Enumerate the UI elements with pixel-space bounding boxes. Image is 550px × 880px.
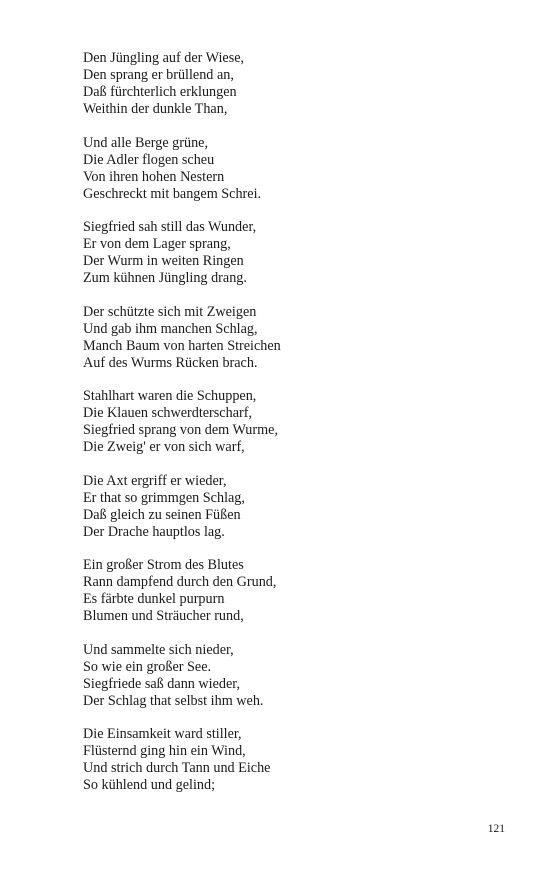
verse-line: Der Wurm in weiten Ringen xyxy=(83,253,244,269)
verse-line: Die Klauen schwerdterscharf, xyxy=(83,405,252,421)
verse-line: Siegfriede saß dann wieder, xyxy=(83,675,241,692)
verse-line: So wie ein großer See. xyxy=(83,658,212,675)
verse-line: Der Schlag that selbst ihm weh. xyxy=(83,692,264,709)
stanza-9 xyxy=(83,726,523,794)
stanza-4 xyxy=(83,304,523,372)
verse-line: Der Drache hauptlos lag. xyxy=(83,523,225,540)
stanza-1 xyxy=(83,50,523,118)
verse-line: Den Jüngling auf der Wiese, xyxy=(83,50,245,66)
verse-line: Und strich durch Tann und Eiche xyxy=(83,760,271,776)
poem-text xyxy=(83,50,523,811)
verse-line: Die Zweig' er von sich warf, xyxy=(83,439,245,455)
verse-line: Daß fürchterlich erklungen xyxy=(83,84,237,100)
verse-line: Die Einsamkeit ward stiller, xyxy=(83,726,242,742)
verse-line: Und alle Berge grüne, xyxy=(83,134,209,151)
verse-line: Es färbte dunkel purpurn xyxy=(83,591,225,607)
stanza-7 xyxy=(83,557,523,625)
verse-line: Manch Baum von harten Streichen xyxy=(83,337,281,354)
verse-line: Und gab ihm manchen Schlag, xyxy=(83,320,258,337)
verse-line: Zum kühnen Jüngling drang. xyxy=(83,270,247,286)
verse-line: Siegfried sprang von dem Wurme, xyxy=(83,422,278,438)
stanza-8 xyxy=(83,642,523,710)
verse-line: Der schützte sich mit Zweigen xyxy=(83,303,257,320)
verse-line: Den sprang er brüllend an, xyxy=(83,67,234,83)
verse-line: Die Adler flogen scheu xyxy=(83,151,215,168)
stanza-6 xyxy=(83,473,523,541)
stanza-5 xyxy=(83,388,523,456)
verse-line: Er that so grimmgen Schlag, xyxy=(83,489,245,506)
stanza-3 xyxy=(83,219,523,287)
stanza-2 xyxy=(83,135,523,203)
verse-line: Die Axt ergriff er wieder, xyxy=(83,472,227,489)
verse-line: Daß gleich zu seinen Füßen xyxy=(83,506,241,523)
verse-line: Weithin der dunkle Than, xyxy=(83,101,228,117)
verse-line: Auf des Wurms Rücken brach. xyxy=(83,354,258,371)
verse-line: So kühlend und gelind; xyxy=(83,777,216,793)
verse-line: Rann dampfend durch den Grund, xyxy=(83,574,277,590)
verse-line: Geschreckt mit bangem Schrei. xyxy=(83,185,262,202)
verse-line: Stahlhart waren die Schuppen, xyxy=(83,388,257,404)
verse-line: Siegfried sah still das Wunder, xyxy=(83,219,257,235)
verse-line: Blumen und Sträucher rund, xyxy=(83,608,244,624)
page-number: 121 xyxy=(487,823,505,835)
verse-line: Ein großer Strom des Blutes xyxy=(83,557,244,573)
verse-line: Und sammelte sich nieder, xyxy=(83,641,234,658)
verse-line: Flüsternd ging hin ein Wind, xyxy=(83,743,246,759)
verse-line: Er von dem Lager sprang, xyxy=(83,236,231,252)
verse-line: Von ihren hohen Nestern xyxy=(83,168,225,185)
